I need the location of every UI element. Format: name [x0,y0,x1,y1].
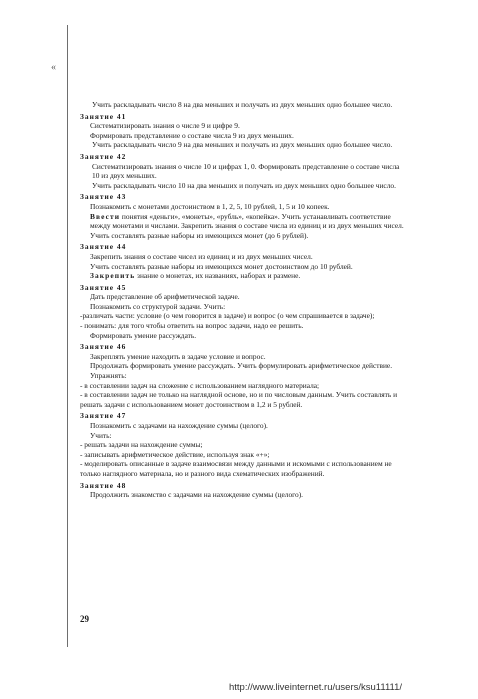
lesson-43-line-2 [80,212,406,241]
lesson-plan-text [80,100,406,500]
lesson-46-heading: Занятие 46 [80,342,127,352]
lesson-48-line-1: Продолжить знакомство с задачами на нахождение суммы (целого). [90,490,304,500]
spaced-word: Ввести [90,211,121,221]
lesson-41-line-1: Систематизировать знания о числе 9 и цифре 9. [90,121,240,131]
lesson-43-line-2-text: понятия «деньги», «монеты», «рубль», «копейка». Учить устанавливать соответствие между монетами и числами. Закрепить знания о составе числа из единиц и из двух меньших чисел. Учить составлять разные наборы из имеющихся монет (до 6 рублей). [90,211,404,240]
lesson-43-heading: Занятие 43 [80,192,127,202]
lesson-41-line-2: Формировать представление о составе числа 9 из двух меньших. [90,130,294,140]
lesson-45-line-5: Формировать умение рассуждать. [90,330,197,340]
lesson-44-line-3 [80,271,406,281]
lesson-47-line-4: - записывать арифметическое действие, используя знак «+»; [80,449,270,459]
lesson-42-line-1: Систематизировать знания о числе 10 и цифрах 1, 0. Формировать представление о составе числа 10 из двух меньших. [92,161,400,181]
lesson-44-line-1: Закрепить знания о составе чисел из единиц и из двух меньших чисел. [90,251,313,261]
lesson-45-line-4: - понимать: для того чтобы ответить на вопрос задачи, надо ее решить. [80,321,304,331]
intro-paragraph: Учить раскладывать число 8 на два меньших и получать из двух меньших одно большее число. [92,100,393,109]
lesson-45-line-3: -различать части: условие (о чем говорится в задаче) и вопрос (о чем спрашивается в задаче); [80,311,375,321]
lesson-47-line-3: - решать задачи на нахождение суммы; [80,440,203,450]
lesson-42-line-2: Учить раскладывать число 10 на два меньших и получать из двух меньших одно большее число. [92,180,396,190]
lesson-42-heading: Занятие 42 [80,151,127,161]
margin-mark: « [51,62,56,73]
lesson-44-line-2: Учить составлять разные наборы из имеющихся монет достоинством до 10 рублей. [90,261,353,271]
lesson-44-line-3-text: знание о монетах, их названиях, наборах и размене. [135,271,301,281]
lesson-45-line-1: Дать представление об арифметической задаче. [90,292,240,302]
lesson-48-heading: Занятие 48 [80,480,127,490]
lesson-46-line-3: - в составлении задач на сложение с использованием наглядного материала; [80,380,320,390]
lesson-41-heading: Занятие 41 [80,111,127,121]
lesson-46-line-2: Продолжать формировать умение рассуждать. Учить формулировать арифметическое действие. Упражнять: [90,361,393,381]
lesson-41-line-3: Учить раскладывать число 9 на два меньших и получать из двух меньших одно большее число. [92,140,393,150]
watermark: http://www.liveinternet.ru/users/ksu11111/ [229,682,403,693]
lesson-46-line-1: Закреплять умение находить в задаче условие и вопрос. [90,351,266,361]
spaced-word: Закрепить [90,271,136,281]
lesson-45-heading: Занятие 45 [80,282,127,292]
lesson-43-line-1: Познакомить с монетами достоинством в 1, 2, 5, 10 рублей, 1, 5 и 10 копеек. [90,201,330,211]
margin-line [67,25,68,647]
lesson-47-line-5: - моделировать описанные в задаче взаимосвязи между данными и искомыми с использованием не только наглядного материала, но и разного вида схематических изображений. [80,459,392,478]
lesson-45-line-2: Познакомить со структурой задачи. Учить: [90,301,226,311]
page-number: 29 [80,614,89,624]
lesson-47-line-2: Учить: [90,430,112,440]
lesson-46-line-4: - в составлении задач не только на наглядной основе, но и по числовым данным. Учить составлять и решать задачи с использованием монет достоинством в 1,2 и 5 рублей. [80,390,398,409]
lesson-47-heading: Занятие 47 [80,411,127,421]
lesson-47-line-1: Познакомить с задачами на нахождение суммы (целого). [90,421,268,430]
lesson-44-heading: Занятие 44 [80,242,127,252]
